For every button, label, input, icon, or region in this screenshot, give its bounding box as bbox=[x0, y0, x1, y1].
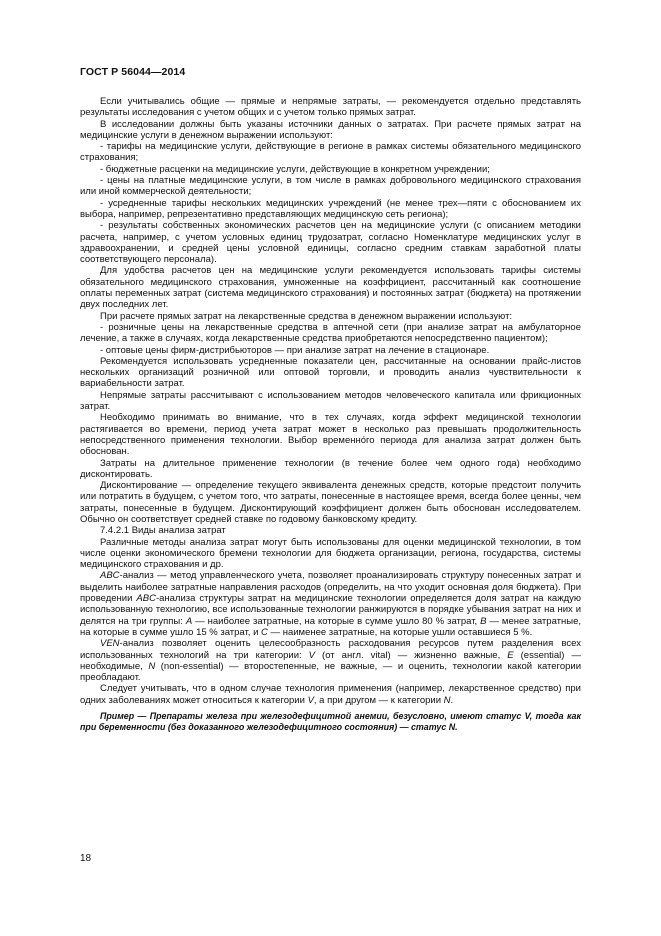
abc-term: ABC bbox=[136, 593, 156, 605]
category-v-label: V bbox=[307, 694, 314, 706]
paragraph: Рекомендуется использовать усредненные показатели цен, рассчитанные на основании прайс-листов нескольких организаций розничной или оптовой торговли, и проводить анализ чувствительности к вариабельности затрат. bbox=[80, 355, 581, 390]
text-span: — менее затратные, на которые в сумме ушло 15 % затрат, и bbox=[80, 615, 581, 638]
list-item: - результаты собственных экономических расчетов цен на медицинские услуги (с описанием методики расчета, например, с учетом условных единиц трудозатрат, согласно Номенклатуре медицинских услуг в здравоохранении, и средней цены условной единицы, согласно средним ставкам заработной платы соответствующего персонала). bbox=[80, 220, 581, 266]
paragraph: Затраты на длительное применение технологии (в течение более чем одного года) необходимо дисконтировать. bbox=[80, 457, 581, 480]
section-heading: 7.4.2.1 Виды анализа затрат bbox=[100, 525, 226, 537]
group-b-label: B bbox=[480, 615, 487, 627]
category-v-label: V bbox=[308, 649, 316, 661]
abc-analysis-paragraph bbox=[80, 570, 581, 638]
text-span: -анализ — метод управленческого учета, позволяет проанализировать структуру понесенных затрат и выделить наиболее затратные направления расходов (определить, на что уходит основная доля бюджета). При проведении bbox=[80, 570, 581, 605]
text-span: — наименее затратные, на которые ушли оставшиеся 5 %. bbox=[267, 626, 533, 638]
text-span: (от англ. vital) — жизненно важные, bbox=[315, 649, 508, 661]
paragraph: Дисконтирование — определение текущего эквивалента денежных средств, которые предстоит получить или потратить в будущем, с учетом того, что затраты, понесенные в настоящее время, всегда более ценны, чем затраты, понесенные в будущем. Дисконтирующий коэффициент должен быть обоснован исследователем. Обычно он соответствует средней ставке по годовому банковскому кредиту. bbox=[80, 480, 581, 525]
category-e-label: E bbox=[507, 649, 514, 661]
list-item: - усредненные тарифы нескольких медицинских учреждений (не менее трех—пяти с обоснованием их выбора, например, репрезентативно представляющих медицинскую сеть региона); bbox=[80, 197, 581, 220]
paragraph: Для удобства расчетов цен на медицинские услуги рекомендуется использовать тарифы системы обязательного медицинского страхования, умноженные на коэффициент, рассчитанный как соотношение оплаты переменных затрат (система медицинского страхования) и постоянных затрат (бюджета) на протяжении двух последних лет. bbox=[80, 265, 581, 311]
list-item: - цены на платные медицинские услуги, в том числе в рамках добровольного медицинского страхования или иной коммерческой деятельности; bbox=[80, 175, 581, 198]
list-item: - бюджетные расценки на медицинские услуги, действующие в конкретном учреждении; bbox=[100, 163, 490, 175]
document-header: ГОСТ Р 56044—2014 bbox=[80, 66, 186, 78]
paragraph: При расчете прямых затрат на лекарственные средства в денежном выражении используют: bbox=[100, 310, 513, 322]
group-c-label: C bbox=[261, 626, 268, 638]
text-span: -анализа структуры затрат на медицинские технологии определяется доля затрат на каждую использованную технологию, все использованные технологии ранжируются в порядке убывания затрат на них и делятся на три группы: bbox=[80, 593, 581, 627]
document-body bbox=[80, 96, 581, 734]
paragraph: Различные методы анализа затрат могут быть использованы для оценки медицинской технологии, в том числе оценки экономического бремени технологии для бюджета организации, региона, государства, системы медицинского страхования и др. bbox=[80, 536, 581, 571]
ven-term: VEN bbox=[100, 638, 120, 650]
group-a-label: A bbox=[185, 615, 193, 627]
category-n-label: N bbox=[148, 660, 156, 672]
abc-term: ABC bbox=[100, 570, 120, 582]
category-n-label: N bbox=[443, 694, 451, 706]
text-span: — наиболее затратные, на которые в сумме ушло 80 % затрат, bbox=[192, 615, 481, 627]
ven-analysis-paragraph bbox=[80, 638, 581, 683]
text-span: (essential) — необходимые, bbox=[80, 649, 581, 672]
list-item: - тарифы на медицинские услуги, действующие в регионе в рамках системы обязательного медицинского страхования; bbox=[80, 141, 581, 164]
text-span: . bbox=[450, 694, 454, 706]
example-note: Пример — Препараты железа при железодефицитной анемии, безусловно, имеют статус V, тогда как при беременности (без доказанного железодефицитного состояния) — статус N. bbox=[80, 711, 581, 733]
page-number: 18 bbox=[80, 853, 92, 864]
text-span: -анализ позволяет оценить целесообразность расходования ресурсов путем разделения всех использованных технологий на три категории: bbox=[80, 638, 581, 661]
paragraph: Непрямые затраты рассчитывают с использованием методов человеческого капитала или фрикционных затрат. bbox=[80, 389, 581, 413]
note-paragraph bbox=[80, 683, 581, 706]
text-span: , а при другом — к категории bbox=[313, 694, 444, 706]
text-span: Следует учитывать, что в одном случае технология применения (например, лекарственное средство) при одних заболеваниях может относиться к категории bbox=[80, 683, 581, 706]
paragraph: Необходимо принимать во внимание, что в тех случаях, когда эффект медицинской технологии растягивается во времени, период учета затрат может в несколько раз превышать продолжительность непосредственного применения технологии. Выбор временно́го периода для анализа затрат должен быть обоснован. bbox=[80, 412, 581, 458]
paragraph: Если учитывались общие — прямые и непрямые затраты, — рекомендуется отдельно представлять результаты исследования с учетом общих и с учетом только прямых затрат. bbox=[80, 96, 581, 119]
paragraph: В исследовании должны быть указаны источники данных о затратах. При расчете прямых затрат на медицинские услуги в денежном выражении используют: bbox=[80, 118, 581, 141]
list-item: - розничные цены на лекарственные средства в аптечной сети (при анализе затрат на амбулаторное лечение, а также в случаях, когда лекарственные средства приобретаются непосредственно пациентом); bbox=[80, 321, 581, 345]
text-span: (non-essential) — второстепенные, не важные, — и оценить, технологии какой категории преобладают. bbox=[80, 660, 581, 684]
list-item: - оптовые цены фирм-дистрибьюторов — при анализе затрат на лечение в стационаре. bbox=[100, 344, 490, 356]
